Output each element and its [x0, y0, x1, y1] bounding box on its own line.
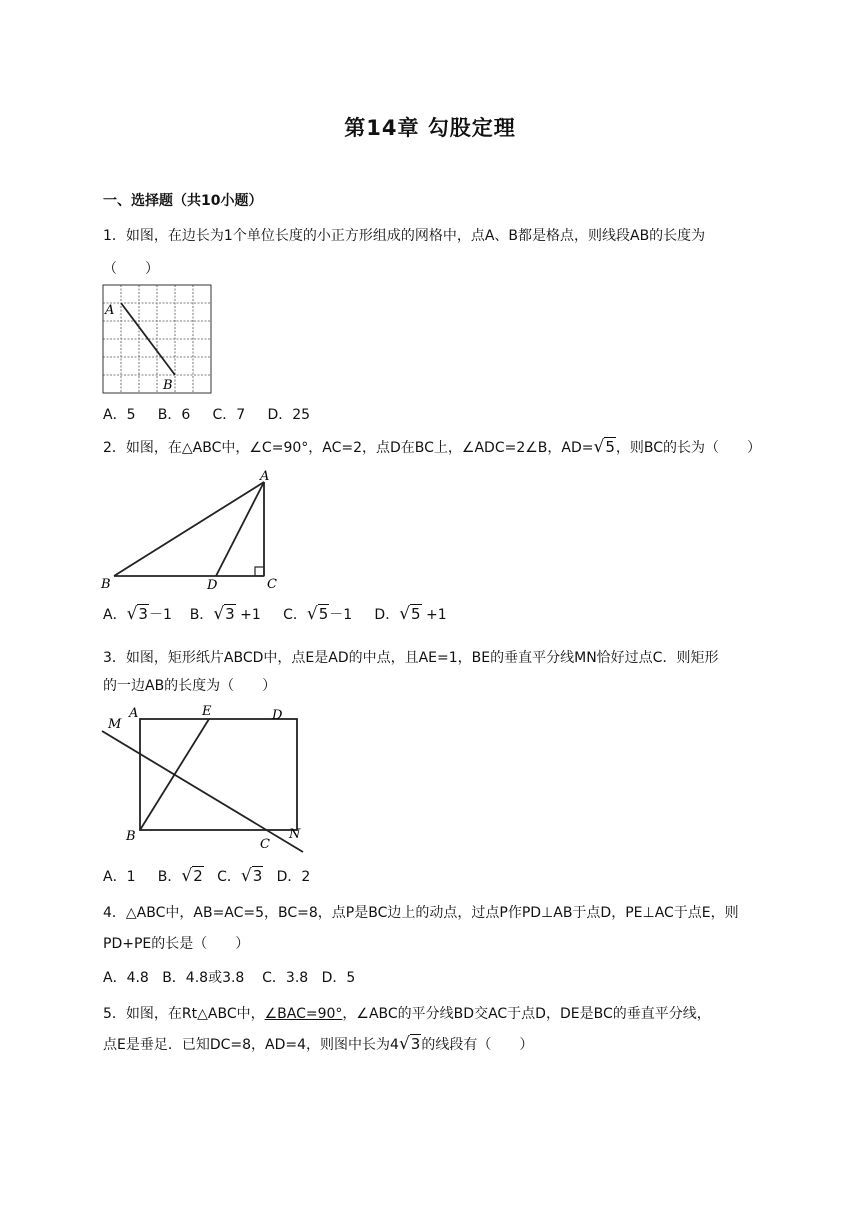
q1-option-c: C．7: [212, 407, 246, 423]
q2-sqrt: √5: [593, 437, 615, 457]
q2-label-b: B: [101, 577, 111, 590]
q1-option-d: D．25: [267, 407, 311, 423]
q2-text-pre: 2．如图，在△ABC中，∠C=90°，AC=2，点D在BC上，∠ADC=2∠B，AD=: [103, 440, 594, 456]
q3-label-n: N: [289, 827, 301, 842]
q3-label-c: C: [260, 837, 270, 852]
q5-text-b-post: 的线段有（ ）: [421, 1037, 534, 1053]
q2-option-a: A．√3－1: [103, 604, 172, 624]
q2-label-d: D: [207, 578, 218, 590]
q2-options: [103, 604, 447, 624]
q4-option-a: A．4.8: [103, 970, 149, 986]
q2-radicand: 5: [605, 438, 615, 456]
q4-option-c: C．3.8: [262, 970, 309, 986]
q2-option-c: C．√5－1: [283, 604, 353, 624]
q2-text-post: ，则BC的长为（ ）: [615, 440, 762, 456]
q2-text: [103, 437, 761, 457]
q3-label-d: D: [272, 708, 283, 723]
q2-right-angle-mark: [255, 567, 264, 576]
q3-option-d: D．2: [276, 869, 311, 885]
q5-text: [103, 1003, 711, 1023]
q1-text-cont: （ ）: [103, 261, 159, 277]
q4-text: 4．△ABC中，AB=AC=5，BC=8，点P是BC边上的动点，过点P作PD⊥AB于点D，PE⊥AC于点E，则: [103, 905, 739, 921]
q5-radicand: 3: [410, 1035, 421, 1053]
q2-label-c: C: [267, 577, 277, 590]
section-heading: 一、选择题（共10小题）: [103, 193, 263, 209]
q1-grid-figure: [101, 283, 213, 395]
q3-label-a: A: [129, 706, 139, 721]
q3-option-a: A．1: [103, 869, 136, 885]
q2-option-b: B．√3 +1: [189, 604, 261, 624]
q4-option-d: D．5: [321, 970, 356, 986]
q2-label-a: A: [260, 469, 270, 484]
q1-label-a: A: [105, 303, 115, 318]
q3-text: 3．如图，矩形纸片ABCD中，点E是AD的中点，且AE=1，BE的垂直平分线MN恰好过点C．则矩形: [103, 650, 719, 666]
page-title: 第14章 勾股定理: [344, 116, 516, 140]
q3-options: [103, 866, 310, 886]
q3-label-b: B: [126, 829, 136, 844]
q3-rectangle-figure: [100, 700, 305, 855]
q3-option-c: C．√3: [217, 866, 263, 886]
q5-text-b-pre: 点E是垂足．已知DC=8，AD=4，则图中长为4: [103, 1037, 399, 1053]
q1-label-b: B: [163, 378, 173, 393]
q3-label-m: M: [108, 717, 122, 732]
q4-options: [103, 967, 355, 987]
q2-triangle-figure: [98, 468, 283, 590]
q1-option-b: B．6: [157, 407, 191, 423]
q2-option-d: D．√5 +1: [374, 604, 447, 624]
q5-text-pre: 5．如图，在Rt△ABC中，: [103, 1006, 265, 1022]
q5-text-post: ，∠ABC的平分线BD交AC于点D，DE是BC的垂直平分线，: [342, 1006, 711, 1022]
q3-label-e: E: [202, 704, 212, 719]
q5-sqrt: √3: [398, 1034, 421, 1054]
q4-option-b: B．4.8或3.8: [162, 970, 245, 986]
q1-text: 1．如图，在边长为1个单位长度的小正方形组成的网格中，点A、B都是格点，则线段AB的长度为: [103, 228, 706, 244]
q5-angle-underlined: ∠BAC=90°: [264, 1006, 343, 1022]
q1-options: [103, 404, 310, 424]
q1-option-a: A．5: [103, 407, 136, 423]
q4-text-cont: PD+PE的长是（ ）: [103, 936, 250, 952]
q3-option-b: B．√2: [157, 866, 203, 886]
q5-text-cont: [103, 1034, 533, 1054]
q3-text-cont: 的一边AB的长度为（ ）: [103, 678, 277, 694]
